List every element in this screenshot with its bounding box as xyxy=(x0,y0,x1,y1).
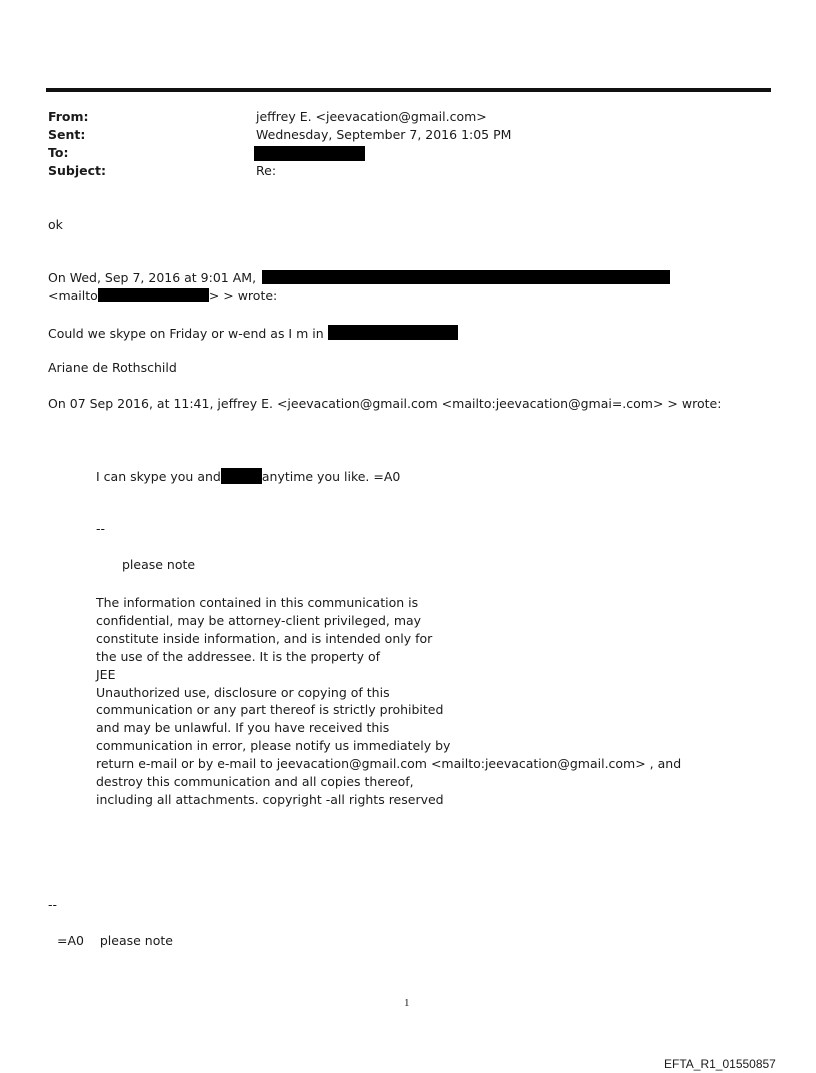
skype-reply-line xyxy=(96,468,400,485)
reply-text: ok xyxy=(48,217,63,232)
disclaimer-line: the use of the addressee. It is the property of xyxy=(96,648,381,664)
quote1-mailto: <mailto xyxy=(48,288,98,303)
disclaimer-line: communication or any part thereof is strictly prohibited xyxy=(96,702,444,718)
please-note-2: =A0 please note xyxy=(57,933,173,948)
location-redaction xyxy=(328,325,458,340)
quote1-attribution: On Wed, Sep 7, 2016 at 9:01 AM, xyxy=(48,270,257,285)
disclaimer-line: constitute inside information, and is intended only for xyxy=(96,630,433,646)
signature: Ariane de Rothschild xyxy=(48,360,177,375)
document-id: EFTA_R1_01550857 xyxy=(664,1057,776,1071)
disclaimer-line: destroy this communication and all copies thereof, xyxy=(96,774,414,790)
disclaimer xyxy=(96,594,681,809)
skype-request-text: Could we skype on Friday or w-end as I m in xyxy=(48,326,324,341)
disclaimer-line: and may be unlawful. If you have received this xyxy=(96,720,390,736)
quote1-wrote: > > wrote: xyxy=(208,288,278,303)
please-note-1: please note xyxy=(122,557,196,572)
subject-label: Subject: xyxy=(48,163,106,178)
from-label: From: xyxy=(48,109,89,124)
separator-2: -- xyxy=(48,897,58,912)
quote1-email-redaction xyxy=(98,288,209,302)
disclaimer-line: including all attachments. copyright -all rights reserved xyxy=(96,791,444,807)
sent-label: Sent: xyxy=(48,127,86,142)
sent-value: Wednesday, September 7, 2016 1:05 PM xyxy=(256,127,512,142)
skype-reply-pre: I can skype you and xyxy=(96,469,221,484)
to-redaction xyxy=(254,146,365,161)
to-label: To: xyxy=(48,145,69,160)
from-value: jeffrey E. <jeevacation@gmail.com> xyxy=(256,109,487,124)
disclaimer-line: confidential, may be attorney-client privileged, may xyxy=(96,612,422,628)
disclaimer-line: Unauthorized use, disclosure or copying of this xyxy=(96,684,390,700)
skype-reply-post: anytime you like. =A0 xyxy=(261,469,401,484)
skype-request-line xyxy=(48,325,458,342)
separator-1: -- xyxy=(96,521,106,536)
subject-value: Re: xyxy=(256,163,277,178)
disclaimer-line: The information contained in this communication is xyxy=(96,595,419,610)
quote1-name-redaction xyxy=(262,270,670,284)
disclaimer-line: return e-mail or by e-mail to jeevacation@gmail.com <mailto:jeevacation@gmail.com> , and xyxy=(96,756,682,772)
disclaimer-line: communication in error, please notify us immediately by xyxy=(96,738,451,754)
page-number: 1 xyxy=(404,997,410,1009)
quote1-line1 xyxy=(48,270,670,286)
quote1-line2 xyxy=(48,288,277,304)
disclaimer-line: JEE xyxy=(96,666,116,682)
name-redaction xyxy=(221,468,262,484)
quote2-attribution: On 07 Sep 2016, at 11:41, jeffrey E. <jeevacation@gmail.com <mailto:jeevacation@gmai=.com> > wrote: xyxy=(48,396,722,411)
header-rule xyxy=(46,88,771,92)
